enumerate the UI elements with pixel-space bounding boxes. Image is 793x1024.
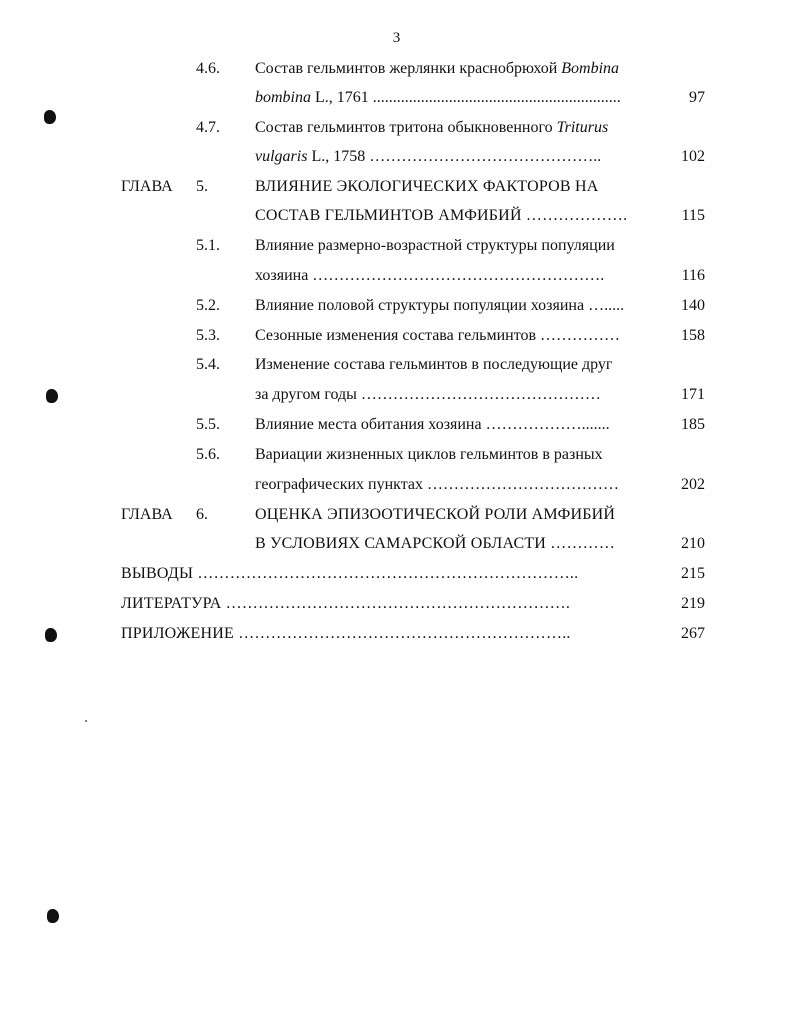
toc-page-number: 97 [689, 89, 705, 106]
scan-speck [85, 720, 87, 722]
section-number: 5.1. [196, 237, 220, 254]
toc-entry-title: за другом годы ……………………………………… [255, 386, 601, 403]
section-number: 5.2. [196, 297, 220, 314]
backmatter-title: ВЫВОДЫ …………………………………………………………….. [121, 565, 579, 582]
chapter-title: ОЦЕНКА ЭПИЗООТИЧЕСКОЙ РОЛИ АМФИБИЙ [255, 506, 616, 523]
toc-entry-title: хозяина ………………………………………………. [255, 267, 605, 284]
binder-hole-mark [46, 389, 58, 403]
toc-page-number: 116 [681, 267, 705, 284]
toc-page-number: 267 [681, 625, 705, 642]
chapter-title: СОСТАВ ГЕЛЬМИНТОВ АМФИБИЙ ………………. [255, 207, 628, 224]
binder-hole-mark [45, 628, 57, 642]
toc-page-number: 219 [681, 595, 705, 612]
toc-entry-title: Сезонные изменения состава гельминтов …………… [255, 327, 621, 344]
toc-page-number: 185 [681, 416, 705, 433]
toc-entry-title: Вариации жизненных циклов гельминтов в разных [255, 446, 603, 463]
section-number: 4.7. [196, 119, 220, 136]
toc-entry-title: Состав гельминтов тритона обыкновенного Triturus [255, 119, 609, 136]
binder-hole-mark [47, 909, 59, 923]
backmatter-title: ПРИЛОЖЕНИЕ …………………………………………………….. [121, 625, 571, 642]
section-number: 4.6. [196, 60, 220, 77]
toc-page-number: 210 [681, 535, 705, 552]
toc-entry-title: Изменение состава гельминтов в последующие друг [255, 356, 613, 373]
toc-entry-title: географических пунктах ……………………………… [255, 476, 620, 493]
backmatter-title: ЛИТЕРАТУРА ………………………………………………………. [121, 595, 571, 612]
toc-page-number: 140 [681, 297, 705, 314]
toc-page-number: 102 [681, 148, 705, 165]
section-number: 5.6. [196, 446, 220, 463]
toc-entry-title: Влияние размерно-возрастной структуры популяции [255, 237, 615, 254]
binder-hole-mark [44, 110, 56, 124]
toc-page-number: 115 [681, 207, 705, 224]
toc-page-number: 158 [681, 327, 705, 344]
toc-entry-title: vulgaris L., 1758 …………………………………….. [255, 148, 602, 165]
toc-entry-title: Состав гельминтов жерлянки краснобрюхой Bombina [255, 60, 620, 77]
section-number: 5.3. [196, 327, 220, 344]
toc-entry-title: bombina L., 1761 .............................................................. [255, 89, 621, 106]
toc-entry-title: Влияние места обитания хозяина ………………....... [255, 416, 610, 433]
toc-page-number: 215 [681, 565, 705, 582]
chapter-title: В УСЛОВИЯХ САМАРСКОЙ ОБЛАСТИ ………… [255, 535, 616, 552]
toc-page-number: 171 [681, 386, 705, 403]
page-number: 3 [392, 30, 401, 46]
section-number: 5.4. [196, 356, 220, 373]
chapter-label: ГЛАВА [121, 506, 173, 523]
toc-entry-title: Влияние половой структуры популяции хозяина …..... [255, 297, 625, 314]
chapter-number: 5. [196, 178, 208, 195]
chapter-title: ВЛИЯНИЕ ЭКОЛОГИЧЕСКИХ ФАКТОРОВ НА [255, 178, 599, 195]
chapter-label: ГЛАВА [121, 178, 173, 195]
chapter-number: 6. [196, 506, 208, 523]
section-number: 5.5. [196, 416, 220, 433]
toc-page-number: 202 [681, 476, 705, 493]
